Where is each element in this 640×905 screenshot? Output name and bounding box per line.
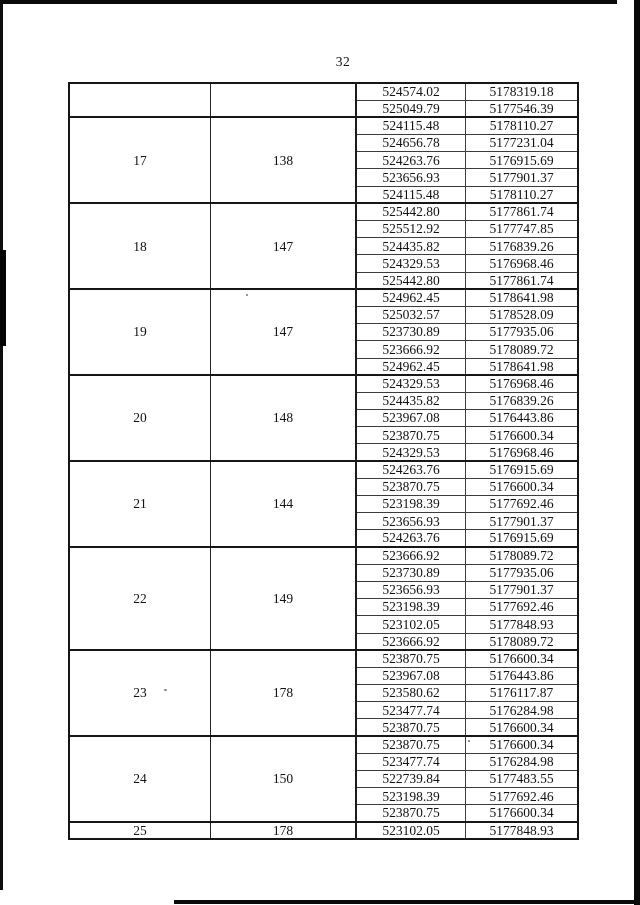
second-value-cell: 178 xyxy=(211,822,357,839)
coordinate-x-cell: 523198.39 xyxy=(356,599,466,616)
coordinate-y-cell: 5176968.46 xyxy=(466,444,579,461)
coordinate-x-cell: 524656.78 xyxy=(356,135,466,152)
coordinate-x-cell: 524435.82 xyxy=(356,392,466,409)
coordinate-x-cell: 524962.45 xyxy=(356,289,466,306)
coordinate-x-cell: 523477.74 xyxy=(356,702,466,719)
coordinate-x-cell: 525032.57 xyxy=(356,306,466,323)
point-number-cell: 18 xyxy=(69,203,211,289)
coordinate-x-cell: 523102.05 xyxy=(356,616,466,633)
coordinate-y-cell: 5178089.72 xyxy=(466,633,579,650)
table-row xyxy=(69,289,578,306)
table-row xyxy=(69,375,578,392)
scan-border-top xyxy=(0,0,617,4)
coordinate-y-cell: 5176968.46 xyxy=(466,255,579,272)
coordinate-x-cell: 523666.92 xyxy=(356,633,466,650)
coordinate-y-cell: 5176284.98 xyxy=(466,753,579,770)
coordinate-x-cell: 523656.93 xyxy=(356,581,466,598)
table-row xyxy=(69,547,578,564)
coordinate-y-cell: 5177546.39 xyxy=(466,100,579,117)
point-number-cell: 23 xyxy=(69,650,211,736)
coordinate-y-cell: 5178110.27 xyxy=(466,186,579,203)
scan-border-left-blob xyxy=(0,250,6,346)
coordinate-y-cell: 5176284.98 xyxy=(466,702,579,719)
coordinate-x-cell: 523967.08 xyxy=(356,410,466,427)
second-value-cell: 149 xyxy=(211,547,357,650)
coordinate-y-cell: 5176600.34 xyxy=(466,427,579,444)
coordinate-x-cell: 523967.08 xyxy=(356,667,466,684)
second-value-cell: 138 xyxy=(211,117,357,203)
coordinate-x-cell: 524263.76 xyxy=(356,530,466,547)
coordinate-y-cell: 5177935.06 xyxy=(466,564,579,581)
second-value-cell: 144 xyxy=(211,461,357,547)
second-value-cell: 147 xyxy=(211,203,357,289)
second-value-cell: 148 xyxy=(211,375,357,461)
point-number-cell: 20 xyxy=(69,375,211,461)
coordinate-y-cell: 5177935.06 xyxy=(466,324,579,341)
table-row xyxy=(69,203,578,220)
coordinate-y-cell: 5177692.46 xyxy=(466,496,579,513)
coordinate-x-cell: 524115.48 xyxy=(356,117,466,134)
coordinate-y-cell: 5176968.46 xyxy=(466,375,579,392)
coordinate-x-cell: 523198.39 xyxy=(356,788,466,805)
coordinate-y-cell: 5176915.69 xyxy=(466,461,579,478)
coordinate-x-cell: 524435.82 xyxy=(356,238,466,255)
coordinate-x-cell: 523730.89 xyxy=(356,324,466,341)
coordinate-x-cell: 524115.48 xyxy=(356,186,466,203)
coordinate-y-cell: 5177231.04 xyxy=(466,135,579,152)
coordinate-y-cell: 5176839.26 xyxy=(466,238,579,255)
coordinate-x-cell: 523580.62 xyxy=(356,685,466,702)
coordinate-x-cell: 523870.75 xyxy=(356,719,466,736)
coordinate-x-cell: 523656.93 xyxy=(356,169,466,186)
second-value-cell: 147 xyxy=(211,289,357,375)
coordinate-x-cell: 525442.80 xyxy=(356,203,466,220)
coordinate-x-cell: 523870.75 xyxy=(356,478,466,495)
coordinate-y-cell: 5177692.46 xyxy=(466,788,579,805)
table-row xyxy=(69,650,578,667)
coordinate-y-cell: 5177848.93 xyxy=(466,616,579,633)
point-number-cell xyxy=(69,83,211,117)
coordinate-x-cell: 523666.92 xyxy=(356,341,466,358)
coordinate-y-cell: 5176600.34 xyxy=(466,736,579,753)
coordinate-x-cell: 524962.45 xyxy=(356,358,466,375)
coordinates-table xyxy=(68,82,579,840)
scan-artifact-dot xyxy=(468,740,470,742)
coordinate-y-cell: 5177692.46 xyxy=(466,599,579,616)
coordinate-x-cell: 525512.92 xyxy=(356,221,466,238)
coordinate-x-cell: 523870.75 xyxy=(356,736,466,753)
coordinate-y-cell: 5178089.72 xyxy=(466,547,579,564)
second-value-cell: 178 xyxy=(211,650,357,736)
coordinate-x-cell: 523477.74 xyxy=(356,753,466,770)
coordinate-y-cell: 5178641.98 xyxy=(466,358,579,375)
table-row xyxy=(69,736,578,753)
table-row xyxy=(69,822,578,839)
table-row xyxy=(69,461,578,478)
coordinate-y-cell: 5176600.34 xyxy=(466,719,579,736)
coordinate-y-cell: 5177901.37 xyxy=(466,169,579,186)
coordinates-table-body xyxy=(69,83,578,839)
coordinate-y-cell: 5178319.18 xyxy=(466,83,579,100)
coordinate-y-cell: 5178528.09 xyxy=(466,306,579,323)
coordinate-x-cell: 522739.84 xyxy=(356,771,466,788)
coordinate-y-cell: 5176117.87 xyxy=(466,685,579,702)
page-number: 32 xyxy=(335,54,351,69)
coordinate-y-cell: 5177483.55 xyxy=(466,771,579,788)
coordinate-y-cell: 5176443.86 xyxy=(466,667,579,684)
coordinate-x-cell: 524263.76 xyxy=(356,152,466,169)
coordinate-x-cell: 525442.80 xyxy=(356,272,466,289)
table-row xyxy=(69,117,578,134)
coordinate-y-cell: 5178110.27 xyxy=(466,117,579,134)
coordinate-x-cell: 523198.39 xyxy=(356,496,466,513)
coordinate-y-cell: 5177848.93 xyxy=(466,822,579,839)
coordinate-y-cell: 5176915.69 xyxy=(466,152,579,169)
point-number-cell: 21 xyxy=(69,461,211,547)
coordinate-x-cell: 523666.92 xyxy=(356,547,466,564)
coordinate-x-cell: 523870.75 xyxy=(356,805,466,822)
coordinate-y-cell: 5178641.98 xyxy=(466,289,579,306)
point-number-cell: 19 xyxy=(69,289,211,375)
point-number-cell: 24 xyxy=(69,736,211,822)
coordinate-y-cell: 5177901.37 xyxy=(466,513,579,530)
point-number-cell: 22 xyxy=(69,547,211,650)
scan-border-bottom xyxy=(174,900,640,904)
coordinate-y-cell: 5177747.85 xyxy=(466,221,579,238)
table-row xyxy=(69,83,578,100)
coordinate-x-cell: 523870.75 xyxy=(356,427,466,444)
coordinate-y-cell: 5177861.74 xyxy=(466,272,579,289)
scan-artifact-dot xyxy=(246,294,248,296)
scan-border-left xyxy=(0,0,3,890)
coordinate-y-cell: 5176600.34 xyxy=(466,805,579,822)
coordinate-y-cell: 5176839.26 xyxy=(466,392,579,409)
coordinate-x-cell: 523730.89 xyxy=(356,564,466,581)
coordinate-x-cell: 524329.53 xyxy=(356,255,466,272)
coordinate-x-cell: 525049.79 xyxy=(356,100,466,117)
point-number-cell: 17 xyxy=(69,117,211,203)
coordinate-y-cell: 5176600.34 xyxy=(466,478,579,495)
coordinate-x-cell: 524329.53 xyxy=(356,444,466,461)
coordinate-x-cell: 523656.93 xyxy=(356,513,466,530)
coordinate-y-cell: 5176915.69 xyxy=(466,530,579,547)
second-value-cell: 150 xyxy=(211,736,357,822)
coordinate-x-cell: 524263.76 xyxy=(356,461,466,478)
scan-border-right xyxy=(634,0,640,905)
point-number-cell: 25 xyxy=(69,822,211,839)
second-value-cell xyxy=(211,83,357,117)
coordinate-y-cell: 5177861.74 xyxy=(466,203,579,220)
coordinate-y-cell: 5176443.86 xyxy=(466,410,579,427)
coordinate-x-cell: 523102.05 xyxy=(356,822,466,839)
coordinate-y-cell: 5176600.34 xyxy=(466,650,579,667)
coordinate-x-cell: 524574.02 xyxy=(356,83,466,100)
coordinate-y-cell: 5177901.37 xyxy=(466,581,579,598)
coordinate-x-cell: 524329.53 xyxy=(356,375,466,392)
coordinate-y-cell: 5178089.72 xyxy=(466,341,579,358)
coordinate-x-cell: 523870.75 xyxy=(356,650,466,667)
scan-artifact-dot xyxy=(164,689,167,691)
